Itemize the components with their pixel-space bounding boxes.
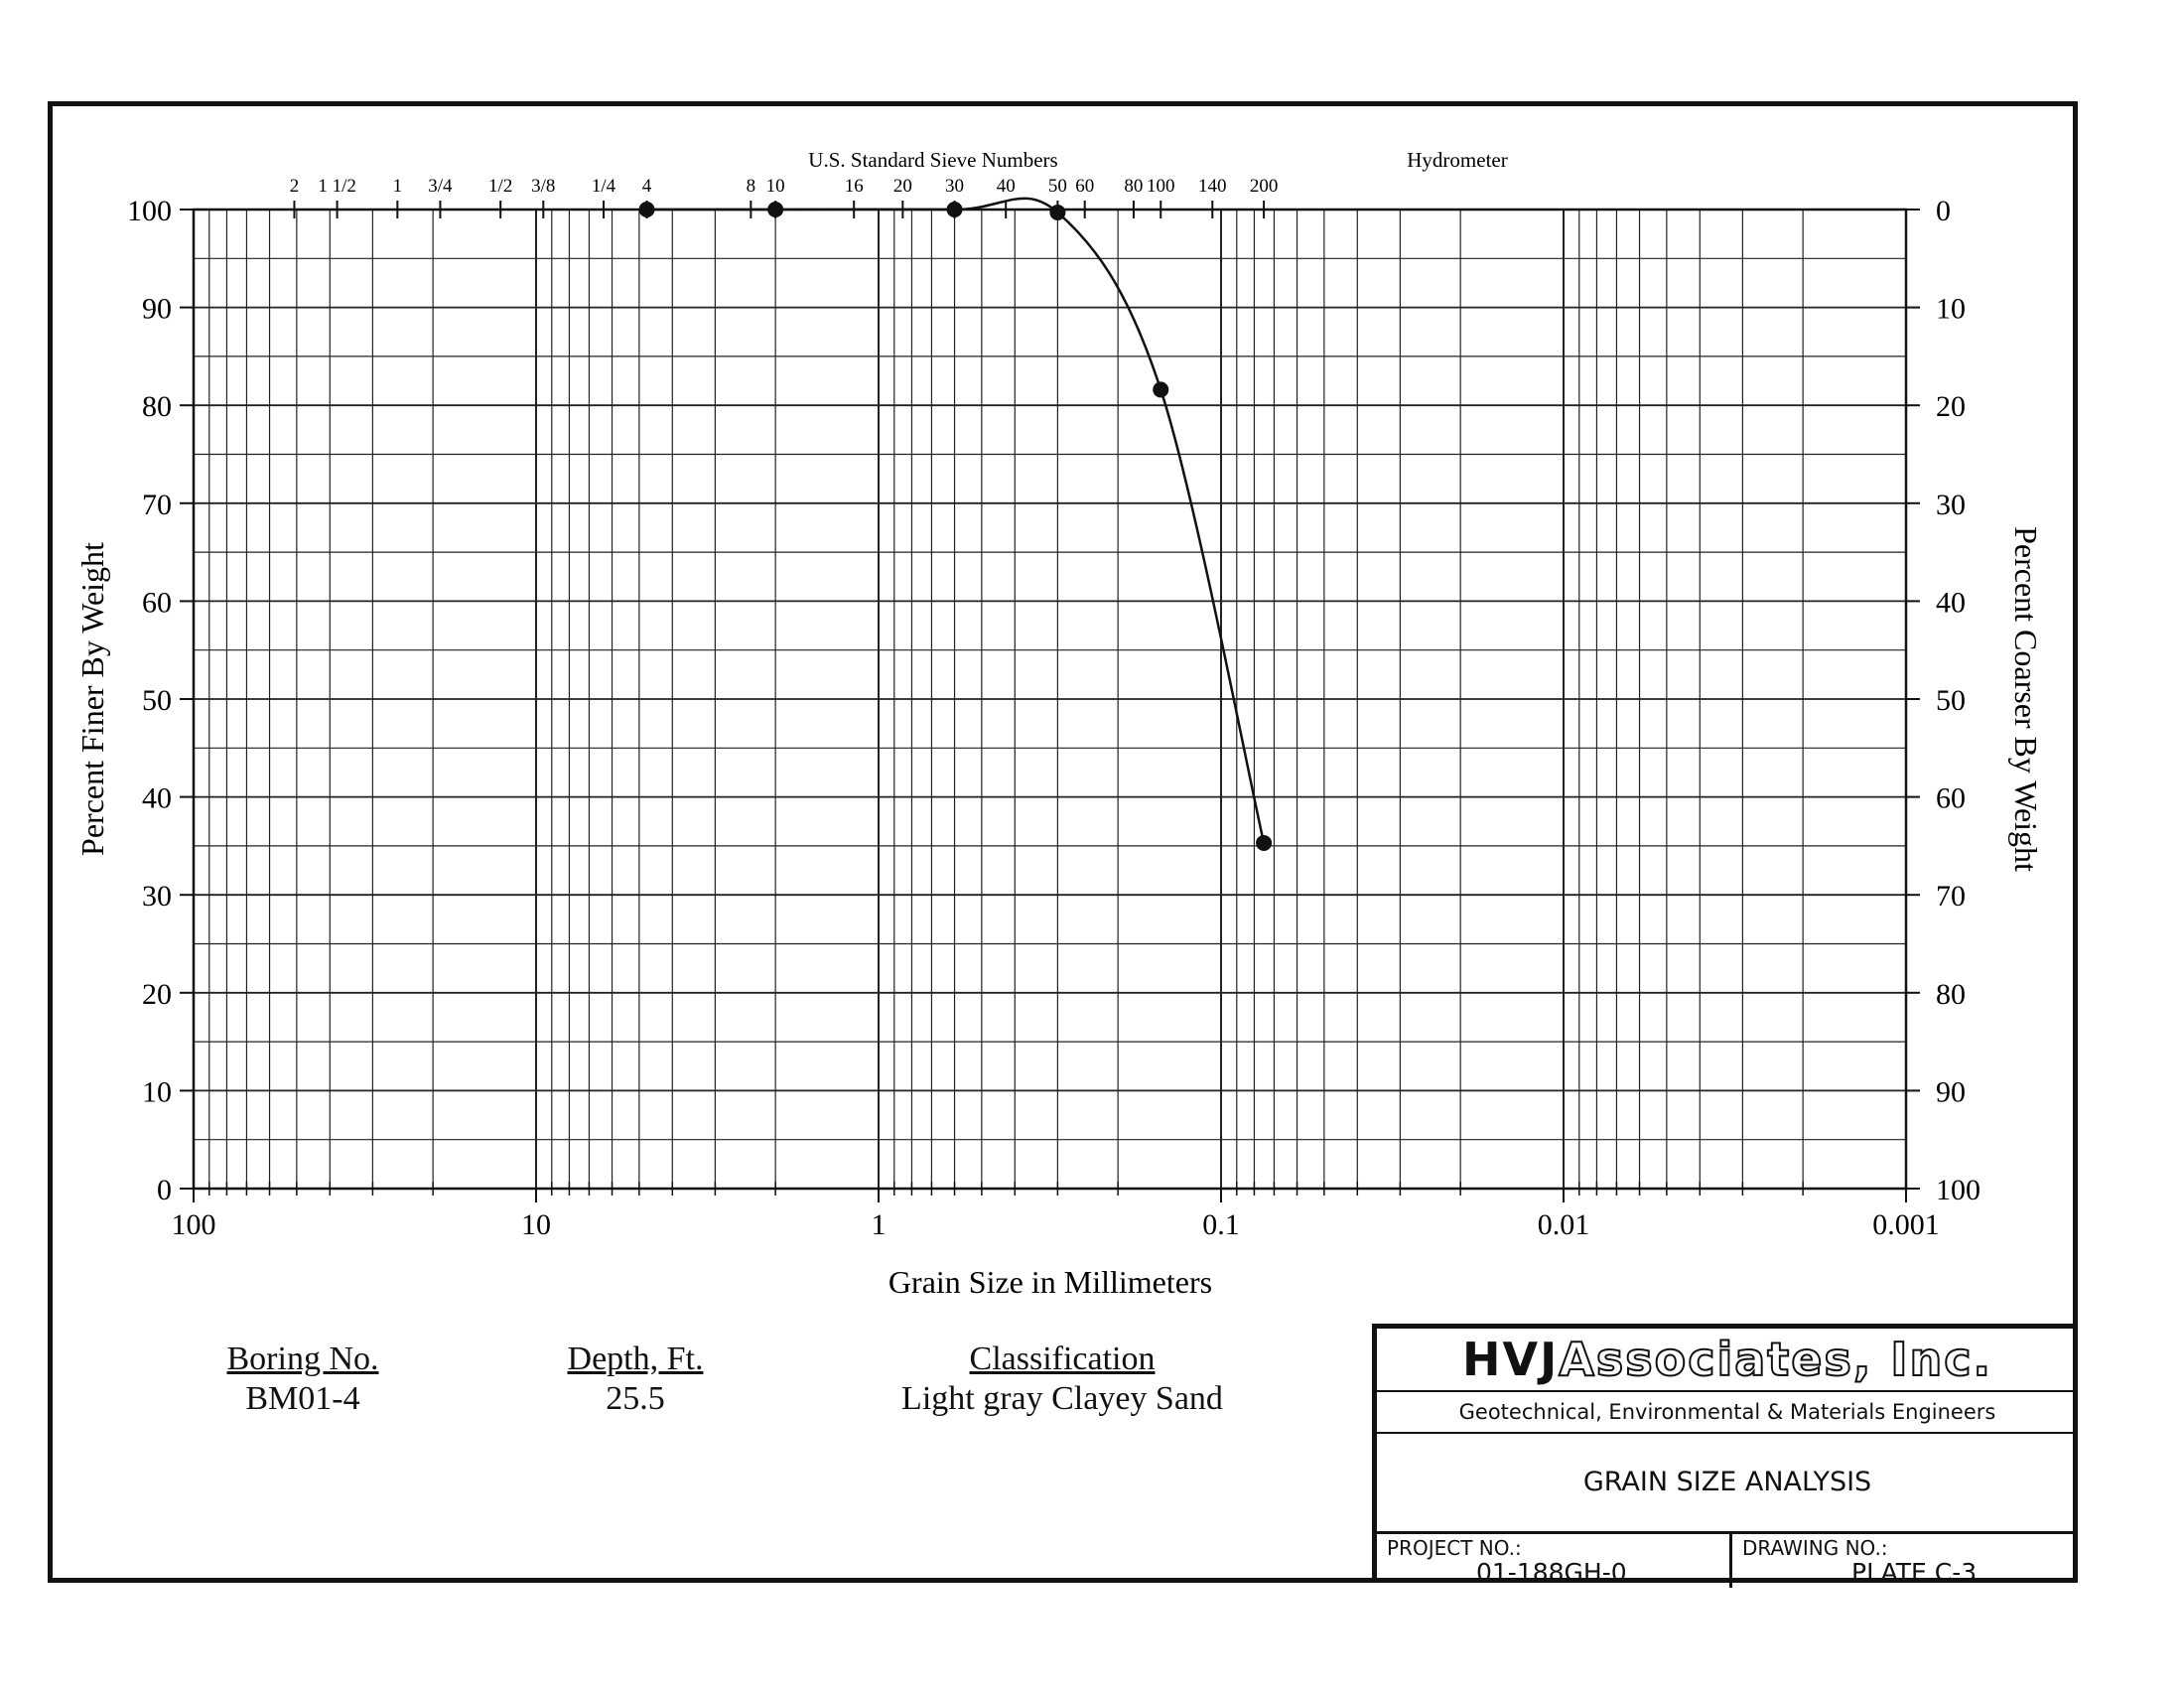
sieve-label: 20 (892, 176, 912, 197)
classification-info (864, 1340, 1261, 1418)
y-axis-title: Percent Finer By Weight (74, 542, 110, 856)
x-tick-label: 0.1 (1202, 1208, 1240, 1241)
company-name (1377, 1329, 2078, 1392)
hydrometer-label: Hydrometer (1407, 148, 1508, 172)
x-tick-label: 1 (871, 1208, 887, 1241)
sieve-label: 140 (1198, 176, 1227, 197)
y-tick-label: 30 (142, 880, 172, 914)
sieve-label: 10 (765, 176, 785, 197)
sieve-label: 2 (289, 176, 300, 197)
y-tick-label: 40 (142, 781, 172, 815)
y2-tick-label: 10 (1936, 292, 1966, 326)
y-tick-label: 20 (142, 977, 172, 1011)
boring-value: BM01-4 (245, 1380, 360, 1417)
x-tick-label: 10 (521, 1208, 551, 1241)
sieve-label: 4 (641, 176, 652, 197)
company-bold: HVJ (1462, 1333, 1560, 1386)
drawing-label: DRAWING NO.: (1742, 1536, 1888, 1560)
y2-tick-label: 60 (1936, 781, 1966, 815)
y-tick-label: 90 (142, 292, 172, 326)
sieve-axis-title: U.S. Standard Sieve Numbers (808, 148, 1058, 172)
data-point (1256, 835, 1272, 851)
company-subtitle: Geotechnical, Environmental & Materials Engineers (1377, 1392, 2078, 1434)
data-point (1049, 205, 1065, 220)
y2-tick-label: 90 (1936, 1075, 1966, 1109)
y2-tick-label: 100 (1936, 1174, 1980, 1206)
sieve-label: 200 (1249, 176, 1279, 197)
drawing-value: PLATE C-3 (1851, 1558, 1978, 1587)
y-tick-label: 80 (142, 390, 172, 424)
data-point (639, 202, 655, 217)
project-value: 01-188GH-0 (1476, 1558, 1627, 1587)
sieve-label: 50 (1047, 176, 1067, 197)
x-axis-title: Grain Size in Millimeters (887, 1264, 1213, 1300)
sieve-label: 60 (1075, 176, 1095, 197)
sieve-label: 100 (1146, 176, 1175, 197)
data-point (1153, 381, 1168, 397)
y2-tick-label: 20 (1936, 390, 1966, 424)
y-tick-label: 50 (142, 684, 172, 717)
y2-tick-label: 50 (1936, 684, 1966, 717)
sieve-label: 40 (996, 176, 1016, 197)
y2-tick-label: 40 (1936, 586, 1966, 620)
y-tick-label: 100 (127, 195, 172, 227)
depth-header: Depth, Ft. (567, 1340, 704, 1377)
sieve-label: 3/8 (531, 176, 556, 197)
x-tick-label: 0.01 (1537, 1208, 1590, 1241)
drawing-cell (1732, 1534, 2083, 1588)
data-point (947, 202, 963, 217)
boring-info (204, 1340, 402, 1418)
classification-value: Light gray Clayey Sand (901, 1380, 1223, 1417)
y-tick-label: 0 (157, 1174, 172, 1206)
x-tick-label: 0.001 (1872, 1208, 1940, 1241)
y-tick-label: 70 (142, 488, 172, 521)
sieve-label: 80 (1124, 176, 1144, 197)
title-block (1372, 1324, 2078, 1587)
company-rest: Associates, Inc. (1559, 1333, 1992, 1386)
sieve-label: 1/2 (488, 176, 513, 197)
sieve-label: 1 1/2 (318, 176, 356, 197)
y-tick-label: 10 (142, 1075, 172, 1109)
y2-tick-label: 30 (1936, 488, 1966, 521)
x-tick-label: 100 (171, 1208, 216, 1241)
classification-header: Classification (969, 1340, 1156, 1377)
drawing-title: GRAIN SIZE ANALYSIS (1377, 1434, 2078, 1534)
sieve-label: 8 (746, 176, 756, 197)
sieve-label: 1/4 (591, 176, 616, 197)
y2-tick-label: 0 (1936, 195, 1951, 227)
y-tick-label: 60 (142, 586, 172, 620)
y2-axis-title: Percent Coarser By Weight (2008, 526, 2044, 872)
sieve-label: 3/4 (428, 176, 453, 197)
sieve-label: 1 (392, 176, 403, 197)
depth-info (536, 1340, 735, 1418)
gradation-curve (647, 199, 1265, 843)
project-cell (1377, 1534, 1732, 1588)
depth-value: 25.5 (606, 1380, 665, 1417)
data-point (767, 202, 783, 217)
y2-tick-label: 70 (1936, 880, 1966, 914)
boring-header: Boring No. (226, 1340, 379, 1377)
sieve-label: 30 (945, 176, 965, 197)
y2-tick-label: 80 (1936, 977, 1966, 1011)
sieve-label: 16 (844, 176, 864, 197)
project-label: PROJECT NO.: (1387, 1536, 1522, 1560)
